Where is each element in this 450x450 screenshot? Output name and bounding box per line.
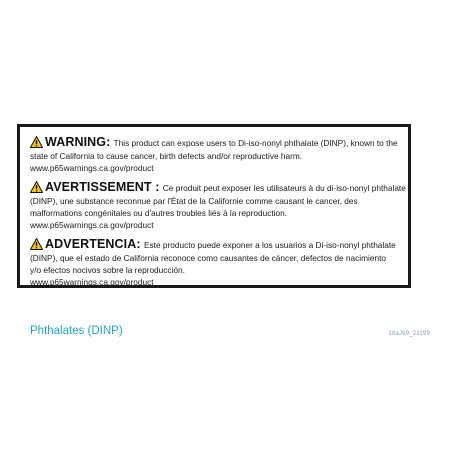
warning-label (17, 124, 411, 288)
warning-heading: WARNING: (45, 135, 111, 149)
warning-line: (DINP), une substance reconnue par l'État de la Californie comme causant le cancer, des (30, 196, 358, 206)
warning-heading: AVERTISSEMENT : (45, 180, 160, 194)
warning-triangle-icon (30, 136, 43, 148)
warning-line (30, 180, 406, 195)
warning-text: Este producto puede exponer a los usuarios a Di-iso-nonyl phthalate (143, 240, 396, 250)
warning-line: malformations congénitales ou d'autres troubles liés à la reproduction. (30, 208, 288, 218)
caption-title: Phthalates (DINP) (30, 325, 123, 337)
warning-url: www.p65warnings.ca.gov/product (30, 277, 154, 287)
warning-text: Ce produit peut exposer les utilisateurs à du di-iso-nonyl phthalate (162, 183, 406, 193)
warning-heading: ADVERTENCIA: (45, 237, 141, 251)
warning-line (30, 135, 400, 150)
warning-line: (DINP), que el estado de California reconoce como causantes de cáncer, defectos de nacimiento (30, 253, 387, 263)
warning-line (30, 237, 400, 252)
warning-block-spanish (30, 237, 400, 288)
warning-url: www.p65warnings.ca.gov/product (30, 220, 154, 230)
warning-triangle-icon (30, 238, 43, 250)
warning-line: state of California to cause cancer, birth defects and/or reproductive harm. (30, 151, 303, 161)
warning-block-french (30, 180, 406, 231)
warning-url: www.p65warnings.ca.gov/product (30, 163, 154, 173)
warning-line: y/o efectos nocivos sobre la reproducción. (30, 265, 185, 275)
warning-block-english (30, 135, 400, 174)
reference-code: 18aJ99_21199 (388, 331, 430, 337)
warning-triangle-icon (30, 181, 43, 193)
warning-text: This product can expose users to Di-iso-nonyl phthalate (DINP), known to the (113, 138, 398, 148)
